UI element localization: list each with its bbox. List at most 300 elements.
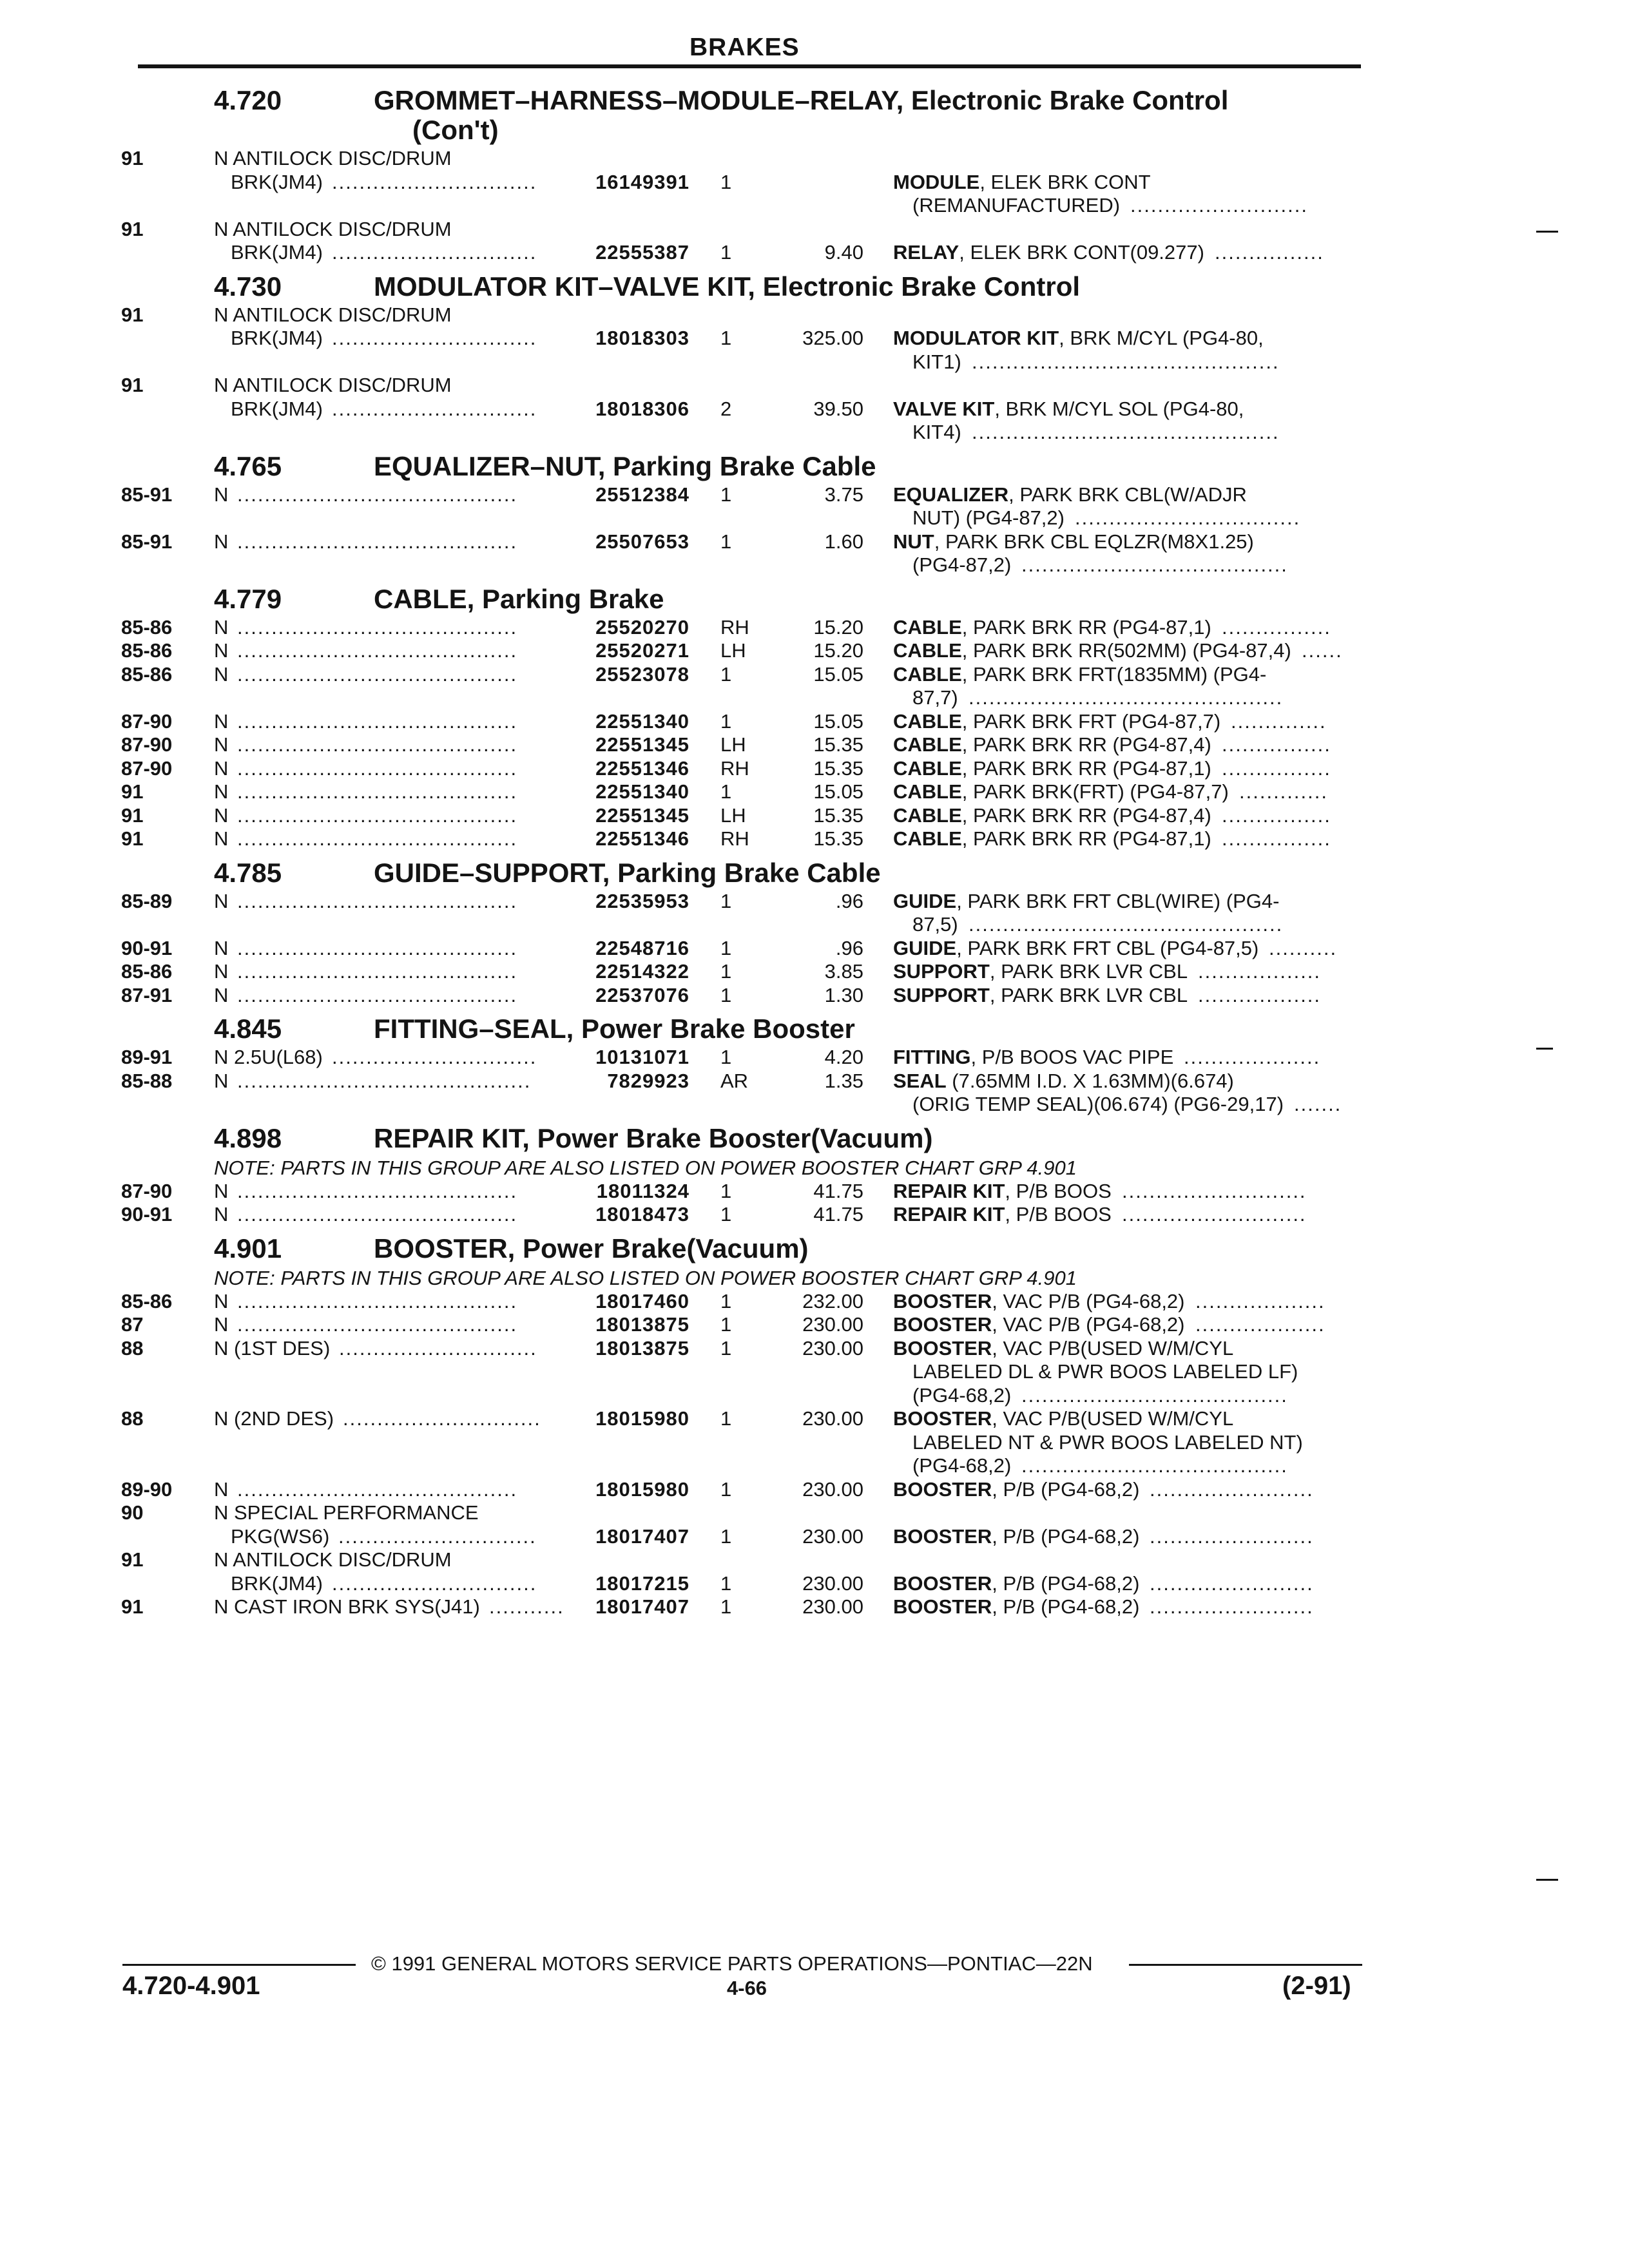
- model-year: 85-86: [121, 960, 173, 983]
- row-main-line: [0, 616, 1629, 640]
- parts-row: [0, 1203, 1629, 1227]
- row-main-line: [0, 984, 1629, 1008]
- application-model: PKG(WS6): [231, 1524, 330, 1548]
- quantity: AR: [720, 1069, 749, 1092]
- model-year: 90-91: [121, 936, 173, 959]
- part-detail: , VAC P/B (PG4-68,2): [992, 1289, 1185, 1312]
- quantity: 2: [720, 397, 732, 420]
- row-main-line: [0, 780, 1629, 804]
- parts-row: [0, 804, 1629, 828]
- row-application-line: [0, 1548, 1629, 1572]
- part-number: 18017407: [595, 1524, 689, 1548]
- row-main-line: [0, 757, 1629, 781]
- desc-leader-dots: ........................: [1150, 1595, 1314, 1618]
- part-detail: , PARK BRK RR (PG4-87,4): [961, 803, 1211, 827]
- page-header-title: BRAKES: [689, 34, 800, 61]
- quantity: 1: [720, 1571, 732, 1595]
- row-main-line: [0, 804, 1629, 828]
- part-description: [893, 530, 1254, 553]
- list-price: 230.00: [802, 1524, 863, 1548]
- row-application-line: [0, 218, 1629, 242]
- part-description: [893, 780, 1229, 803]
- part-name: BOOSTER: [893, 1571, 992, 1595]
- part-number: 22535953: [595, 889, 689, 912]
- desc-leader-dots: ................: [1215, 241, 1324, 264]
- footer-revision-date: (2-91): [1282, 1972, 1351, 2000]
- leader-dots: ..............................: [332, 170, 537, 193]
- part-name: GUIDE: [893, 936, 957, 959]
- parts-row: [0, 780, 1629, 804]
- part-name: BOOSTER: [893, 1477, 992, 1501]
- part-number: 18017460: [595, 1289, 689, 1312]
- list-price: 15.05: [813, 709, 863, 733]
- row-main-line: [0, 398, 1629, 421]
- row-main-line: [0, 1046, 1629, 1070]
- section-title: EQUALIZER–NUT, Parking Brake Cable: [374, 450, 876, 481]
- part-number: 25520270: [595, 615, 689, 639]
- part-description: [893, 327, 1264, 350]
- part-number: 22551340: [595, 709, 689, 733]
- list-price: 1.60: [824, 530, 863, 553]
- model-year: 89-90: [121, 1477, 173, 1501]
- model-year: 87-90: [121, 756, 173, 780]
- desc-leader-dots: ........................: [1150, 1524, 1314, 1548]
- application-model: N 2.5U(L68): [214, 1046, 323, 1068]
- application-model: N: [214, 733, 229, 756]
- model-year: 88: [121, 1336, 144, 1360]
- application-model: N: [214, 1069, 229, 1092]
- row-desc-continued: [0, 506, 1629, 530]
- row-main-line: [0, 827, 1629, 851]
- list-price: 41.75: [813, 1179, 863, 1202]
- model-year: 88: [121, 1407, 144, 1430]
- desc-leader-dots: ..............................................: [969, 686, 1284, 709]
- quantity: LH: [720, 803, 746, 827]
- part-detail: , BRK M/CYL (PG4-80,: [1059, 327, 1264, 349]
- part-description: [893, 1595, 1139, 1619]
- desc-leader-dots: ..................: [1198, 983, 1322, 1006]
- application-model: N: [214, 827, 229, 850]
- row-main-line: [0, 327, 1629, 351]
- application-text: N ANTILOCK DISC/DRUM: [214, 303, 452, 326]
- description-continued: (PG4-87,2): [912, 553, 1012, 576]
- application-model: N (2ND DES): [214, 1407, 334, 1430]
- desc-leader-dots: ....................: [1184, 1046, 1321, 1068]
- part-name: SEAL: [893, 1069, 947, 1092]
- part-description: [893, 710, 1220, 733]
- quantity: 1: [720, 1524, 732, 1548]
- parts-row: [0, 1407, 1629, 1478]
- model-year: 91: [121, 217, 144, 240]
- part-detail: , P/B (PG4-68,2): [992, 1571, 1140, 1595]
- quantity: 1: [720, 1179, 732, 1202]
- part-description: [893, 984, 1188, 1007]
- leader-dots: .........................................: [237, 889, 518, 912]
- list-price: 232.00: [802, 1289, 863, 1312]
- part-detail: (7.65MM I.D. X 1.63MM)(6.674): [946, 1069, 1234, 1092]
- part-detail: , BRK M/CYL SOL (PG4-80,: [994, 397, 1244, 420]
- part-number: 25507653: [595, 530, 689, 553]
- application-model: N: [214, 1313, 229, 1336]
- part-description: [893, 1313, 1185, 1336]
- desc-leader-dots: .......: [1294, 1093, 1342, 1115]
- desc-leader-dots: ................: [1222, 733, 1331, 756]
- row-desc-continued: [0, 686, 1629, 710]
- part-description: [893, 890, 1279, 913]
- section-number: 4.901: [214, 1233, 282, 1264]
- part-description: [893, 639, 1291, 662]
- description-continued: KIT1): [912, 350, 961, 373]
- part-detail: , P/B (PG4-68,2): [992, 1595, 1140, 1618]
- parts-row: [0, 733, 1629, 757]
- parts-row: [0, 663, 1629, 710]
- part-description: [893, 483, 1247, 506]
- row-main-line: [0, 1595, 1629, 1619]
- part-description: [893, 1337, 1233, 1360]
- note-text: NOTE: PARTS IN THIS GROUP ARE ALSO LISTED ON POWER BOOSTER CHART GRP 4.901: [214, 1266, 1077, 1289]
- section-title: GROMMET–HARNESS–MODULE–RELAY, Electronic Brake Control: [374, 85, 1229, 115]
- list-price: 15.05: [813, 780, 863, 803]
- part-name: BOOSTER: [893, 1595, 992, 1618]
- list-price: 3.75: [824, 483, 863, 506]
- row-desc-continued: [0, 194, 1629, 218]
- part-detail: , PARK BRK RR (PG4-87,1): [961, 615, 1211, 639]
- desc-leader-dots: .......................................: [1021, 553, 1288, 576]
- part-detail: , PARK BRK FRT (PG4-87,7): [961, 709, 1221, 733]
- desc-leader-dots: ...........................: [1122, 1203, 1307, 1225]
- description-continued: (ORIG TEMP SEAL)(06.674) (PG6-29,17): [912, 1093, 1284, 1115]
- part-description: [893, 1478, 1139, 1501]
- desc-leader-dots: ..................: [1198, 960, 1322, 983]
- parts-row: [0, 1046, 1629, 1070]
- section-heading: [0, 1123, 1629, 1155]
- part-description: [893, 1290, 1185, 1313]
- part-number: 22551346: [595, 756, 689, 780]
- parts-row: [0, 639, 1629, 663]
- section-number: 4.779: [214, 583, 282, 614]
- list-price: 15.35: [813, 827, 863, 850]
- quantity: 1: [720, 483, 732, 506]
- list-price: 1.30: [824, 983, 863, 1006]
- quantity: 1: [720, 1407, 732, 1430]
- part-detail: , PARK BRK LVR CBL: [989, 983, 1188, 1006]
- application-model: N (1ST DES): [214, 1336, 331, 1360]
- part-number: 18018473: [595, 1203, 689, 1225]
- part-name: CABLE: [893, 803, 962, 827]
- leader-dots: .........................................: [237, 827, 518, 850]
- application-model: N: [214, 1289, 229, 1312]
- application-model: N: [214, 936, 229, 959]
- model-year: 90: [121, 1501, 144, 1524]
- row-application-line: [0, 1501, 1629, 1525]
- list-price: 230.00: [802, 1313, 863, 1336]
- row-desc-continued: [0, 1384, 1629, 1408]
- row-main-line: [0, 1572, 1629, 1596]
- list-price: 15.35: [813, 803, 863, 827]
- row-main-line: [0, 733, 1629, 757]
- list-price: 230.00: [802, 1477, 863, 1501]
- model-year: 91: [121, 1548, 144, 1571]
- section-note: [0, 1155, 1629, 1180]
- row-desc-continued: [0, 351, 1629, 374]
- part-name: CABLE: [893, 780, 962, 803]
- model-year: 91: [121, 803, 144, 827]
- part-description: [893, 398, 1244, 421]
- model-year: 91: [121, 1595, 144, 1618]
- quantity: 1: [720, 1313, 732, 1336]
- quantity: 1: [720, 960, 732, 983]
- part-description: [893, 1203, 1112, 1226]
- list-price: 39.50: [813, 397, 863, 420]
- quantity: 1: [720, 1289, 732, 1312]
- row-main-line: [0, 1478, 1629, 1502]
- leader-dots: .........................................: [237, 780, 518, 803]
- model-year: 85-86: [121, 1289, 173, 1312]
- quantity: 1: [720, 241, 732, 264]
- quantity: 1: [720, 889, 732, 912]
- leader-dots: .........................................: [237, 1477, 518, 1501]
- model-year: 85-86: [121, 615, 173, 639]
- part-detail: , ELEK BRK CONT: [979, 170, 1151, 193]
- parts-row: [0, 890, 1629, 937]
- part-name: MODULATOR KIT: [893, 327, 1059, 349]
- parts-row: [0, 1290, 1629, 1314]
- part-detail: , PARK BRK CBL EQLZR(M8X1.25): [934, 530, 1254, 553]
- row-main-line: [0, 1337, 1629, 1361]
- row-application-line: [0, 374, 1629, 398]
- leader-dots: .........................................: [237, 483, 518, 506]
- part-number: 22551345: [595, 803, 689, 827]
- desc-leader-dots: ...........................: [1122, 1179, 1307, 1202]
- application-model: N: [214, 960, 229, 983]
- list-price: 1.35: [824, 1069, 863, 1092]
- application-model: N CAST IRON BRK SYS(J41): [214, 1595, 480, 1618]
- quantity: 1: [720, 530, 732, 553]
- model-year: 85-88: [121, 1069, 173, 1092]
- desc-leader-dots: ................: [1222, 615, 1331, 639]
- footer-group-range: 4.720-4.901: [122, 1972, 260, 2000]
- part-detail: , PARK BRK FRT(1835MM) (PG4-: [961, 662, 1267, 686]
- quantity: RH: [720, 756, 749, 780]
- application-model: BRK(JM4): [231, 327, 323, 349]
- part-description: [893, 1572, 1139, 1595]
- leader-dots: .............................: [338, 1524, 537, 1548]
- part-number: 16149391: [595, 170, 689, 193]
- quantity: LH: [720, 639, 746, 662]
- part-name: MODULE: [893, 170, 980, 193]
- footer-copyright: © 1991 GENERAL MOTORS SERVICE PARTS OPERATIONS—PONTIAC—22N: [371, 1952, 1093, 1975]
- part-description: [893, 937, 1258, 960]
- description-continued: NUT) (PG4-87,2): [912, 506, 1065, 529]
- application-model: N: [214, 1477, 229, 1501]
- model-year: 87-90: [121, 709, 173, 733]
- part-detail: , PARK BRK LVR CBL: [989, 960, 1188, 983]
- quantity: 1: [720, 1595, 732, 1618]
- part-name: CABLE: [893, 827, 962, 850]
- section-number: 4.845: [214, 1014, 282, 1044]
- leader-dots: .............................: [343, 1407, 541, 1430]
- application-text: N ANTILOCK DISC/DRUM: [214, 374, 452, 396]
- list-price: 3.85: [824, 960, 863, 983]
- list-price: .96: [835, 936, 863, 959]
- part-description: [893, 733, 1211, 756]
- parts-row: [0, 1313, 1629, 1337]
- parts-row: [0, 483, 1629, 530]
- part-name: CABLE: [893, 615, 962, 639]
- section-number: 4.730: [214, 271, 282, 302]
- parts-row: [0, 1548, 1629, 1595]
- part-number: 7829923: [607, 1069, 689, 1092]
- quantity: 1: [720, 1203, 732, 1225]
- parts-row: [0, 530, 1629, 577]
- row-desc-continued: [0, 1360, 1629, 1384]
- application-model: N: [214, 803, 229, 827]
- row-application-line: [0, 147, 1629, 171]
- leader-dots: .........................................: [237, 1203, 518, 1225]
- leader-dots: ..............................: [332, 1046, 537, 1068]
- desc-leader-dots: .............: [1239, 780, 1328, 803]
- quantity: RH: [720, 827, 749, 850]
- leader-dots: .........................................: [237, 1179, 518, 1202]
- section-heading: [0, 1233, 1629, 1265]
- part-number: 22555387: [595, 241, 689, 264]
- part-name: REPAIR KIT: [893, 1179, 1005, 1202]
- part-description: [893, 663, 1266, 686]
- part-name: CABLE: [893, 662, 962, 686]
- part-detail: , VAC P/B (PG4-68,2): [992, 1313, 1185, 1336]
- description-continued: KIT4): [912, 421, 961, 443]
- model-year: 87: [121, 1313, 144, 1336]
- part-detail: , PARK BRK FRT CBL(WIRE) (PG4-: [956, 889, 1280, 912]
- part-number: 22551340: [595, 780, 689, 803]
- model-year: 85-89: [121, 889, 173, 912]
- row-desc-continued: [0, 553, 1629, 577]
- application-text: N SPECIAL PERFORMANCE: [214, 1501, 479, 1524]
- row-main-line: [0, 241, 1629, 265]
- leader-dots: ..............................: [332, 241, 537, 264]
- row-desc-continued: [0, 421, 1629, 445]
- note-text: NOTE: PARTS IN THIS GROUP ARE ALSO LISTED ON POWER BOOSTER CHART GRP 4.901: [214, 1156, 1077, 1179]
- leader-dots: .........................................: [237, 1289, 518, 1312]
- part-detail: , PARK BRK(FRT) (PG4-87,7): [961, 780, 1229, 803]
- part-description: [893, 1407, 1233, 1430]
- desc-leader-dots: ..........................: [1130, 194, 1308, 216]
- part-number: 22548716: [595, 936, 689, 959]
- part-number: 18015980: [595, 1407, 689, 1430]
- application-model: BRK(JM4): [231, 241, 323, 264]
- desc-leader-dots: ........................: [1150, 1477, 1314, 1501]
- row-desc-continued: [0, 913, 1629, 937]
- section-number: 4.765: [214, 450, 282, 481]
- leader-dots: ..............................: [332, 397, 537, 420]
- desc-leader-dots: .......................................: [1021, 1383, 1288, 1407]
- part-number: 22537076: [595, 983, 689, 1006]
- leader-dots: .........................................: [237, 960, 518, 983]
- part-name: BOOSTER: [893, 1407, 992, 1430]
- section-title-continued: (Con't): [412, 115, 499, 145]
- desc-leader-dots: .............................................: [972, 350, 1280, 373]
- parts-row: [0, 147, 1629, 218]
- desc-leader-dots: ..............................................: [969, 913, 1284, 936]
- leader-dots: .........................................: [237, 615, 518, 639]
- desc-leader-dots: ................: [1222, 827, 1331, 850]
- quantity: 1: [720, 780, 732, 803]
- parts-row: [0, 710, 1629, 734]
- parts-row: [0, 1337, 1629, 1408]
- list-price: 15.35: [813, 733, 863, 756]
- section-number: 4.898: [214, 1122, 282, 1153]
- list-price: 325.00: [802, 327, 863, 349]
- part-number: 22551345: [595, 733, 689, 756]
- header-rule: [138, 64, 1361, 68]
- part-description: [893, 616, 1211, 639]
- part-number: 22551346: [595, 827, 689, 850]
- model-year: 85-91: [121, 530, 173, 553]
- part-name: EQUALIZER: [893, 483, 1009, 506]
- parts-listing: [0, 82, 1629, 1623]
- list-price: 15.20: [813, 615, 863, 639]
- application-model: BRK(JM4): [231, 1571, 323, 1595]
- part-detail: , PARK BRK CBL(W/ADJR: [1008, 483, 1247, 506]
- application-model: N: [214, 780, 229, 803]
- part-number: 18017215: [595, 1571, 689, 1595]
- part-description: [893, 827, 1211, 850]
- section-heading: [0, 858, 1629, 890]
- model-year: 91: [121, 780, 144, 803]
- description-continued: (REMANUFACTURED): [912, 194, 1121, 216]
- part-number: 22514322: [595, 960, 689, 983]
- part-detail: , PARK BRK RR (PG4-87,1): [961, 756, 1211, 780]
- leader-dots: ..............................: [332, 327, 537, 349]
- section-heading: [0, 1014, 1629, 1046]
- parts-row: [0, 1180, 1629, 1204]
- part-detail: , PARK BRK RR(502MM) (PG4-87,4): [961, 639, 1291, 662]
- description-continued: LABELED DL & PWR BOOS LABELED LF): [912, 1360, 1298, 1383]
- row-main-line: [0, 710, 1629, 734]
- leader-dots: .........................................: [237, 733, 518, 756]
- part-name: VALVE KIT: [893, 397, 995, 420]
- part-description: [893, 1525, 1139, 1548]
- margin-mark: [1536, 231, 1558, 233]
- part-name: SUPPORT: [893, 983, 990, 1006]
- part-name: CABLE: [893, 733, 962, 756]
- row-main-line: [0, 1290, 1629, 1314]
- section-number: 4.785: [214, 857, 282, 888]
- list-price: 15.35: [813, 756, 863, 780]
- row-main-line: [0, 960, 1629, 984]
- parts-row: [0, 616, 1629, 640]
- model-year: 91: [121, 147, 144, 169]
- section-title: CABLE, Parking Brake: [374, 583, 664, 614]
- desc-leader-dots: ...................: [1195, 1289, 1325, 1312]
- part-detail: , VAC P/B(USED W/M/CYL: [992, 1336, 1234, 1360]
- section-number: 4.720: [214, 85, 282, 115]
- section-title: MODULATOR KIT–VALVE KIT, Electronic Brake Control: [374, 271, 1081, 302]
- list-price: 15.20: [813, 639, 863, 662]
- desc-leader-dots: ..........: [1269, 936, 1338, 959]
- part-name: BOOSTER: [893, 1289, 992, 1312]
- application-text: N ANTILOCK DISC/DRUM: [214, 1548, 452, 1571]
- part-name: SUPPORT: [893, 960, 990, 983]
- application-model: N: [214, 756, 229, 780]
- parts-row: [0, 1478, 1629, 1502]
- row-main-line: [0, 890, 1629, 914]
- quantity: 1: [720, 662, 732, 686]
- row-main-line: [0, 171, 1629, 195]
- part-number: 25523078: [595, 662, 689, 686]
- part-number: 18018306: [595, 397, 689, 420]
- leader-dots: .............................: [339, 1336, 537, 1360]
